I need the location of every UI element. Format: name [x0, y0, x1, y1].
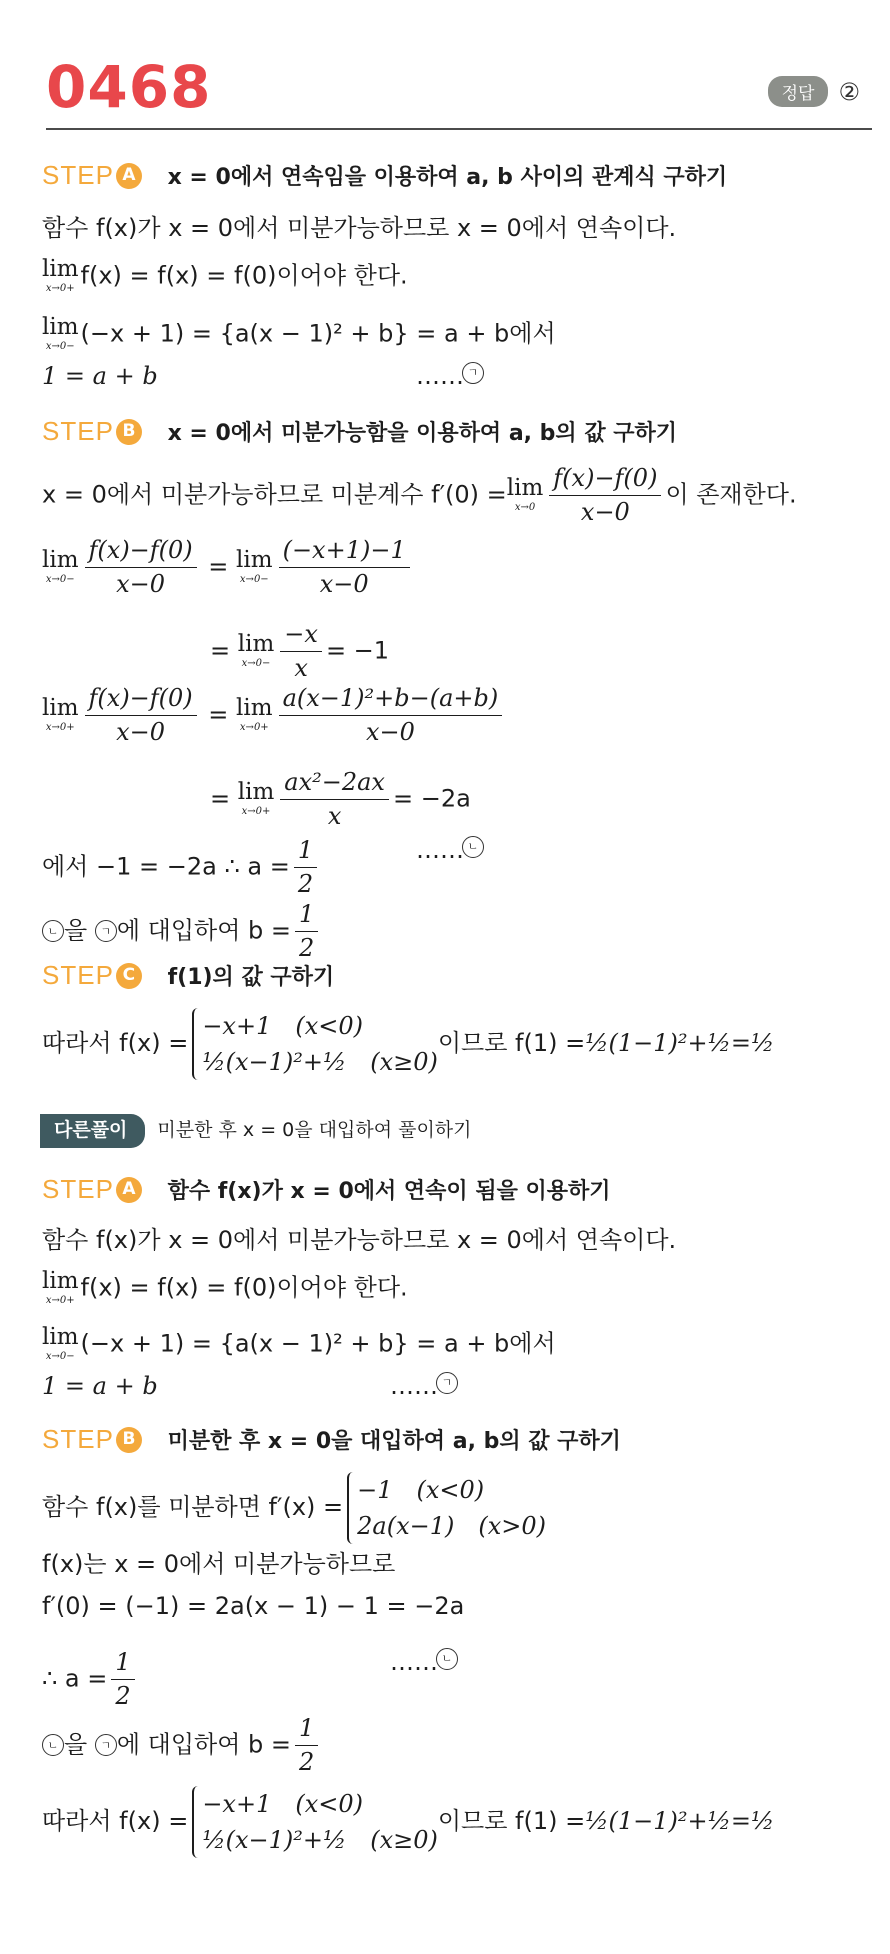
- alt-step-b-heading: STEP B 미분한 후 x = 0을 대입하여 a, b의 값 구하기: [42, 1424, 621, 1454]
- answer-box: [768, 76, 860, 107]
- alt-c1: 따라서 f(x) = −x+1 (x<0) ½(x−1)²+½ (x≥0) 이므로 f(1) =½(1−1)²+½=½: [42, 1786, 774, 1858]
- alt-b1: 함수 f(x)를 미분하면 f′(x) = −1 (x<0) 2a(x−1) (x>0): [42, 1472, 546, 1544]
- alt-solution-banner: [40, 1114, 472, 1148]
- step-b-title: x = 0에서 미분가능함을 이용하여 a, b의 값 구하기: [167, 421, 678, 446]
- step-word: STEP: [42, 160, 114, 190]
- step-letter-a: A: [116, 163, 142, 189]
- alt-b3: f′(0) = (−1) = 2a(x − 1) − 1 = −2a: [42, 1592, 465, 1620]
- derivative-right: lim x→0+ $\frac{f(x)-f(0)}{x-0}$ = lim x→0+ $\frac{\text{a(x−1)²+b−(a+b)}}{x-0}$: [42, 684, 506, 747]
- alt-solution-title: 미분한 후 x = 0을 대입하여 풀이하기: [157, 1119, 472, 1141]
- derivative-left: lim x→0− $\frac{f(x)-f(0)}{x-0}$ = lim x→0− $\frac{(-x+1)-1}{x-0}$: [42, 536, 414, 599]
- line-a4: 1 = a + b …… ㄱ: [42, 362, 158, 391]
- alt-line-a4: 1 = a + b …… ㄱ: [42, 1372, 158, 1401]
- answer-value: ②: [838, 77, 860, 106]
- line-b4: 에서 −1 = −2a ∴ a = $\frac{1}{2}$ …… ㄴ: [42, 836, 321, 899]
- alt-b4: ∴ a = $\frac{1}{2}$ …… ㄴ: [42, 1648, 139, 1711]
- line-b1: x = 0에서 미분가능하므로 미분계수 f′(0) = lim x→0 $\frac{f(x)-f(0)}{x-0}$ 이 존재한다.: [42, 464, 797, 526]
- alt-solution-tag: 다른풀이: [40, 1114, 145, 1148]
- alt-step-a-heading: STEP A 함수 f(x)가 x = 0에서 연속이 됨을 이용하기: [42, 1174, 611, 1204]
- alt-b5: ㄴ 을 ㄱ 에 대입하여 b = $\frac{1}{2}$: [42, 1714, 322, 1777]
- step-letter-b: B: [116, 419, 142, 445]
- alt-line-a2: lim x→0+ f(x) = f(x) = f(0)이어야 한다.: [42, 1268, 408, 1306]
- alt-b2: f(x)는 x = 0에서 미분가능하므로: [42, 1550, 396, 1578]
- circle-nieun-symbol: ㄴ: [462, 836, 484, 858]
- line-a2: lim x→0+ f(x) = f(x) = f(0)이어야 한다.: [42, 256, 408, 294]
- line-c1: 따라서 f(x) = −x+1 (x<0) ½(x−1)²+½ (x≥0) 이므로 f(1) =½(1−1)²+½=½: [42, 1008, 774, 1080]
- header-divider: [46, 128, 872, 130]
- circle-giyeok-symbol: ㄱ: [462, 362, 484, 384]
- step-c-heading: STEP C f(1)의 값 구하기: [42, 960, 335, 990]
- step-letter-c: C: [116, 963, 142, 989]
- answer-badge: 정답: [768, 76, 829, 107]
- derivative-right-result: = lim x→0+ $\frac{\text{ax²−2ax}}{x}$ = −2a: [210, 768, 471, 830]
- alt-line-a1: 함수 f(x)가 x = 0에서 미분가능하므로 x = 0에서 연속이다.: [42, 1226, 677, 1254]
- derivative-left-result: = lim x→0− $\frac{-x}{x}$ = −1: [210, 620, 390, 682]
- step-a-title: x = 0에서 연속임을 이용하여 a, b 사이의 관계식 구하기: [167, 165, 728, 190]
- step-c-title: f(1)의 값 구하기: [167, 965, 335, 990]
- line-b5: ㄴ 을 ㄱ 에 대입하여 b = $\frac{1}{2}$: [42, 900, 322, 963]
- line-a3: lim x→0− (−x + 1) = {a(x − 1)² + b} = a + b에서: [42, 314, 556, 352]
- problem-number: 0468: [46, 53, 212, 121]
- step-a-heading: [42, 160, 727, 191]
- step-b-heading: STEP B x = 0에서 미분가능함을 이용하여 a, b의 값 구하기: [42, 416, 678, 446]
- alt-line-a3: lim x→0− (−x + 1) = {a(x − 1)² + b} = a + b에서: [42, 1324, 556, 1362]
- line-a1: 함수 f(x)가 x = 0에서 미분가능하므로 x = 0에서 연속이다.: [42, 214, 677, 242]
